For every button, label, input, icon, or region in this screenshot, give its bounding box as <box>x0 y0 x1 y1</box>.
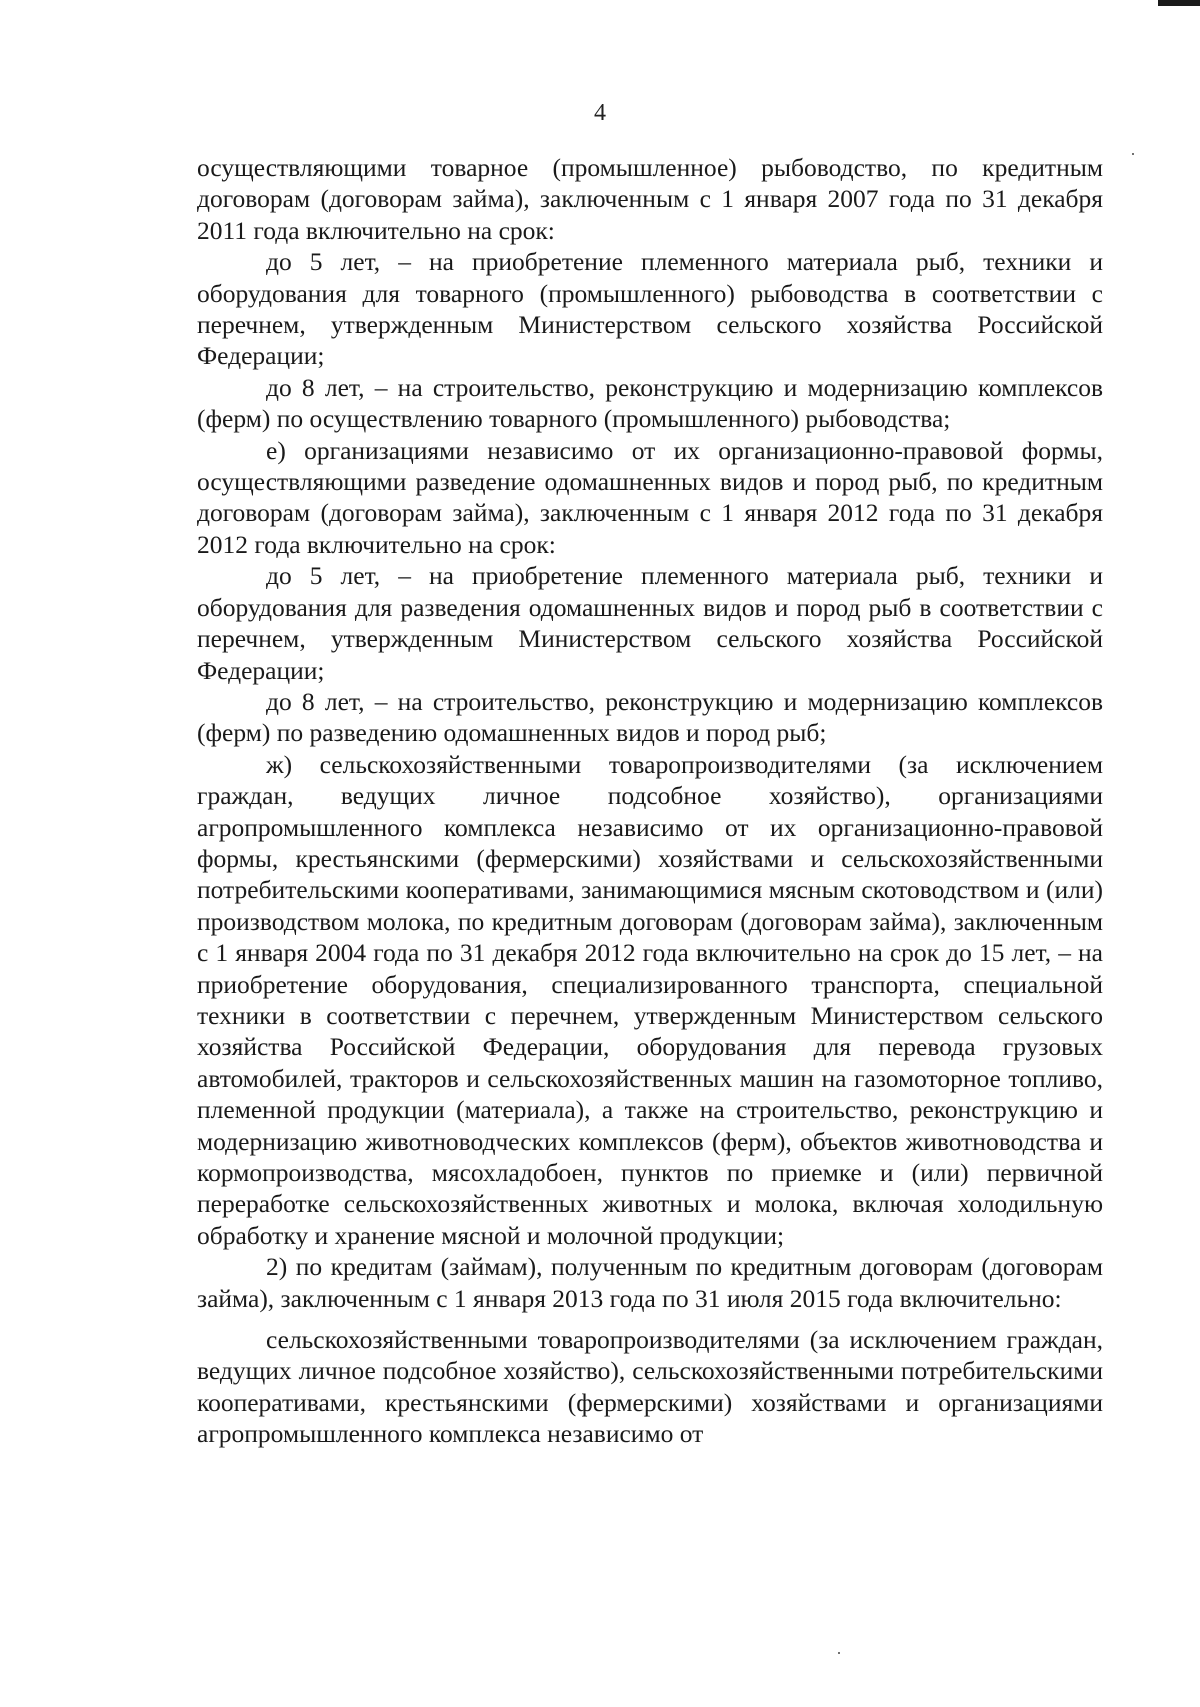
paragraph-item-2: 2) по кредитам (займам), полученным по кредитным договорам (договорам займа), заключенным с 1 января 2013 года по 31 июля 2015 года включительно: <box>197 1252 1103 1313</box>
document-body <box>197 152 1103 1450</box>
paragraph-term-5-years-breeding: до 5 лет, – на приобретение племенного материала рыб, техники и оборудования для разведения одомашненных видов и пород рыб в соответствии с перечнем, утвержденным Министерством сельского хозяйства Российской Федерации; <box>197 561 1103 685</box>
scan-edge-mark <box>1158 0 1200 6</box>
page-number: 4 <box>594 100 606 126</box>
scan-speck <box>1132 153 1134 155</box>
scan-speck <box>838 1652 840 1654</box>
paragraph-item-zh: ж) сельскохозяйственными товаропроизводителями (за исключением граждан, ведущих личное подсобное хозяйство), организациями агропромышленного комплекса независимо от их организационно-правовой формы, крестьянскими (фермерскими) хозяйствами и сельскохозяйственными потребительскими кооперативами, занимающимися мясным скотоводством и (или) производством молока, по кредитным договорам (договорам займа), заключенным с 1 января 2004 года по 31 декабря 2012 года включительно на срок до 15 лет, – на приобретение оборудования, специализированного транспорта, специальной техники в соответствии с перечнем, утвержденным Министерством сельского хозяйства Российской Федерации, оборудования для перевода грузовых автомобилей, тракторов и сельскохозяйственных машин на газомоторное топливо, племенной продукции (материала), а также на строительство, реконструкцию и модернизацию животноводческих комплексов (ферм), объектов животноводства и кормопроизводства, мясохладобоен, пунктов по приемке и (или) первичной переработке сельскохозяйственных животных и молока, включая холодильную обработку и хранение мясной и молочной продукции; <box>197 749 1103 1250</box>
paragraph-term-8-years-fish: до 8 лет, – на строительство, реконструкцию и модернизацию комплексов (ферм) по осуществлению товарного (промышленного) рыбоводства; <box>197 372 1103 434</box>
paragraph-continuation: осуществляющими товарное (промышленное) рыбоводство, по кредитным договорам (договорам займа), заключенным с 1 января 2007 года по 31 декабря 2011 года включительно на срок: <box>197 153 1103 245</box>
paragraph-term-8-years-breeding: до 8 лет, – на строительство, реконструкцию и модернизацию комплексов (ферм) по разведению одомашненных видов и пород рыб; <box>197 686 1103 748</box>
paragraph-producers: сельскохозяйственными товаропроизводителями (за исключением граждан, ведущих личное подсобное хозяйство), сельскохозяйственными потребительскими кооперативами, крестьянскими (фермерскими) хозяйствами и организациями агропромышленного комплекса независимо от <box>197 1325 1103 1449</box>
paragraph-term-5-years-fish: до 5 лет, – на приобретение племенного материала рыб, техники и оборудования для товарного (промышленного) рыбоводства в соответствии с перечнем, утвержденным Министерством сельского хозяйства Российской Федерации; <box>197 247 1103 371</box>
paragraph-item-e: е) организациями независимо от их организационно-правовой формы, осуществляющими разведение одомашненных видов и пород рыб, по кредитным договорам (договорам займа), заключенным с 1 января 2012 года по 31 декабря 2012 года включительно на срок: <box>197 435 1103 559</box>
